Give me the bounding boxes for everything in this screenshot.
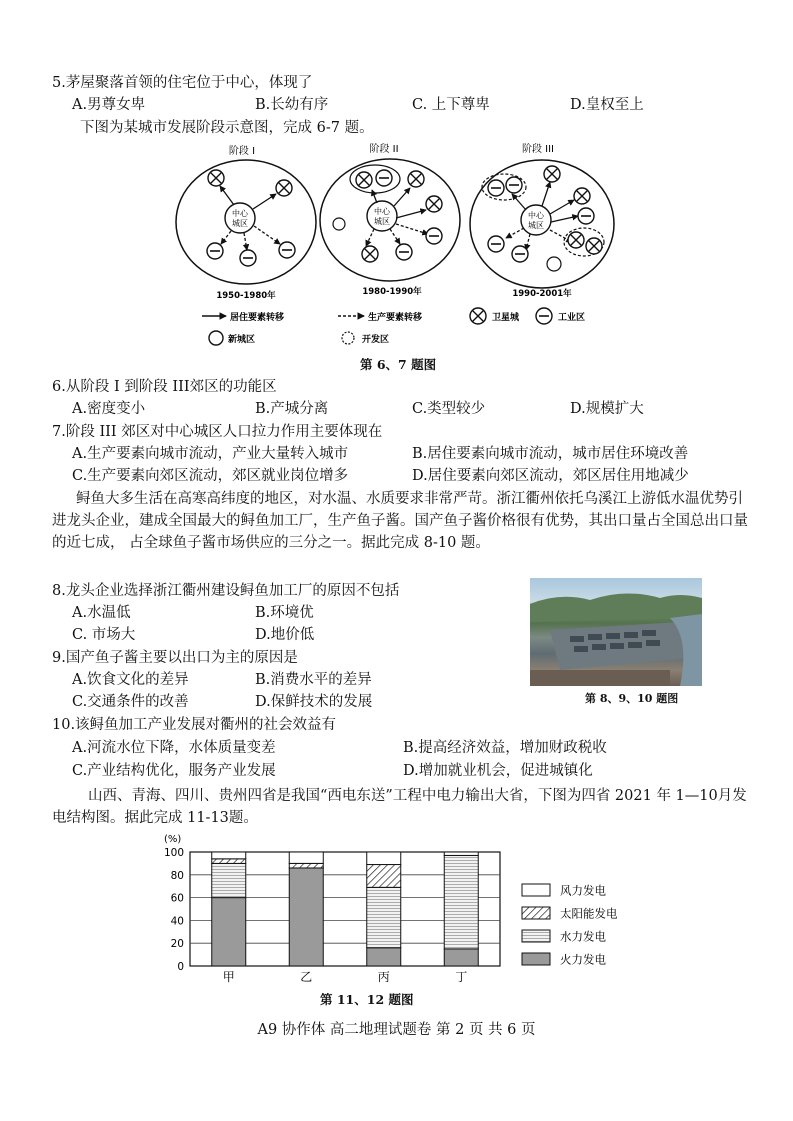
q7-option-c: C.生产要素向郊区流动，郊区就业岗位增多: [72, 468, 349, 484]
y-axis-label: (%): [164, 834, 182, 845]
legend-swatch: [522, 953, 550, 965]
legend-production-label: 生产要素转移: [368, 313, 423, 323]
q5-option-a: A.男尊女卑: [72, 97, 146, 113]
stage-3-label: 阶段 III: [521, 144, 555, 155]
q6-option-a: A.密度变小: [72, 401, 146, 417]
bar-segment: [212, 898, 246, 966]
q10-stem: 10.该鲟鱼加工产业发展对衢州的社会效益有: [52, 717, 337, 733]
q8-stem: 8.龙头企业选择浙江衢州建设鲟鱼加工厂的原因不包括: [52, 583, 400, 599]
q9-option-b: B.消费水平的差异: [255, 672, 372, 688]
figure-6-7-caption: 第 6、7 题图: [360, 357, 437, 372]
y-tick-label: 0: [177, 961, 184, 973]
x-category-label: 丁: [455, 970, 468, 984]
period-1-label: 1950-1980年: [216, 291, 276, 301]
bar-segment: [212, 859, 246, 864]
y-tick-label: 20: [170, 938, 184, 951]
bar-segment: [367, 852, 401, 865]
q9-option-a: A.饮食文化的差异: [72, 672, 189, 688]
y-tick-label: 40: [170, 915, 184, 928]
bar-segment: [212, 852, 246, 859]
bar-segment: [367, 887, 401, 947]
q7-stem: 7.阶段 III 郊区对中心城区人口拉力作用主要体现在: [52, 424, 383, 440]
intro-6-7: 下图为某城市发展阶段示意图，完成 6-7 题。: [80, 120, 374, 136]
legend-swatch: [522, 884, 550, 896]
legend-satellite-label: 卫星城: [492, 313, 520, 323]
legend-label: 火力发电: [560, 952, 606, 967]
q10-option-c: C.产业结构优化，服务产业发展: [72, 763, 276, 779]
legend-label: 太阳能发电: [560, 906, 618, 921]
x-category-label: 甲: [222, 970, 235, 984]
passage-8-10: 鲟鱼大多生活在高寒高纬度的地区，对水温、水质要求非常严苛。浙江衢州依托乌溪江上游低水温优势引进龙头企业，建成全国最大的鲟鱼加工厂，生产鱼子酱。国产鱼子酱价格很有优势，其出口量占全国总出口量的近七成， 占全球鱼子酱市场供应的三分之一。据此完成 8-10 题。: [52, 491, 748, 551]
x-category-label: 乙: [300, 970, 313, 984]
bar-segment: [212, 863, 246, 897]
q6-option-c: C.类型较少: [412, 401, 486, 417]
stage-2-diagram: [320, 159, 460, 281]
q7-option-b: B.居住要素向城市流动，城市居住环境改善: [412, 446, 689, 462]
q8-option-d: D.地价低: [255, 627, 315, 643]
center-label-1b: 城区: [232, 219, 248, 228]
q9-option-d: D.保鲜技术的发展: [255, 694, 373, 710]
city-stage-diagram: [170, 138, 630, 350]
y-tick-label: 60: [170, 892, 184, 905]
q9-option-c: C.交通条件的改善: [72, 694, 189, 710]
photo-caption: 第 8、9、10 题图: [585, 692, 679, 705]
q9-stem: 9.国产鱼子酱主要以出口为主的原因是: [52, 650, 298, 666]
q10-option-d: D.增加就业机会，促进城镇化: [403, 763, 593, 779]
center-label-2b: 城区: [374, 217, 390, 226]
stage-2-label: 阶段 II: [369, 144, 399, 155]
passage-11-13: 山西、青海、四川、贵州四省是我国“西电东送”工程中电力输出大省，下图为四省 2021 年 1—10月发电结构图。据此完成 11-13题。: [52, 788, 747, 826]
center-label-2a: 中心: [374, 207, 390, 216]
legend-newtown-label: 新城区: [228, 335, 256, 345]
q10-option-b: B.提高经济效益，增加财政税收: [403, 740, 607, 756]
bar-segment: [289, 868, 323, 966]
legend-devzone-label: 开发区: [362, 335, 390, 345]
legend-swatch: [522, 930, 550, 942]
fish-factory-photo: [530, 578, 702, 686]
page-footer: A9 协作体 高二地理试题卷 第 2 页 共 6 页: [257, 1022, 536, 1038]
chart-caption: 第 11、12 题图: [320, 992, 414, 1007]
y-tick-label: 100: [163, 847, 184, 859]
q5-stem: 5.茅屋聚落首领的住宅位于中心，体现了: [52, 75, 313, 91]
q7-option-a: A.生产要素向城市流动，产业大量转入城市: [72, 446, 349, 462]
bar-segment: [367, 865, 401, 888]
q10-option-a: A.河流水位下降，水体质量变差: [72, 740, 276, 756]
legend-industrial-label: 工业区: [558, 313, 586, 323]
bar-segment: [444, 855, 478, 948]
bar-segment: [289, 863, 323, 868]
q6-stem: 6.从阶段 I 到阶段 III郊区的功能区: [52, 379, 277, 395]
bar-segment: [444, 949, 478, 966]
bar-segment: [289, 852, 323, 863]
power-structure-chart: [150, 826, 650, 1012]
y-tick-label: 80: [170, 869, 184, 882]
q8-option-c: C. 市场大: [72, 627, 136, 643]
bar-segment: [444, 852, 478, 855]
q5-option-c: C. 上下尊卑: [412, 97, 490, 113]
period-3-label: 1990-2001年: [512, 289, 572, 299]
period-2-label: 1980-1990年: [362, 287, 422, 297]
center-label-3a: 中心: [528, 211, 544, 220]
center-label-1a: 中心: [232, 209, 248, 218]
q6-option-b: B.产城分离: [255, 401, 329, 417]
legend-swatch: [522, 907, 550, 919]
legend-residential-label: 居住要素转移: [230, 313, 285, 323]
stage-1-label: 阶段 I: [228, 146, 256, 157]
center-label-3b: 城区: [528, 221, 544, 230]
bar-segment: [367, 948, 401, 966]
q5-option-d: D.皇权至上: [570, 97, 644, 113]
legend-label: 水力发电: [560, 929, 606, 944]
q8-option-a: A.水温低: [72, 605, 131, 621]
q7-option-d: D.居住要素向郊区流动，郊区居住用地减少: [412, 468, 689, 484]
x-category-label: 丙: [377, 970, 390, 984]
q6-option-d: D.规模扩大: [570, 401, 644, 417]
q5-option-b: B.长幼有序: [255, 97, 329, 113]
q8-option-b: B.环境优: [255, 605, 314, 621]
legend-label: 风力发电: [560, 883, 606, 898]
